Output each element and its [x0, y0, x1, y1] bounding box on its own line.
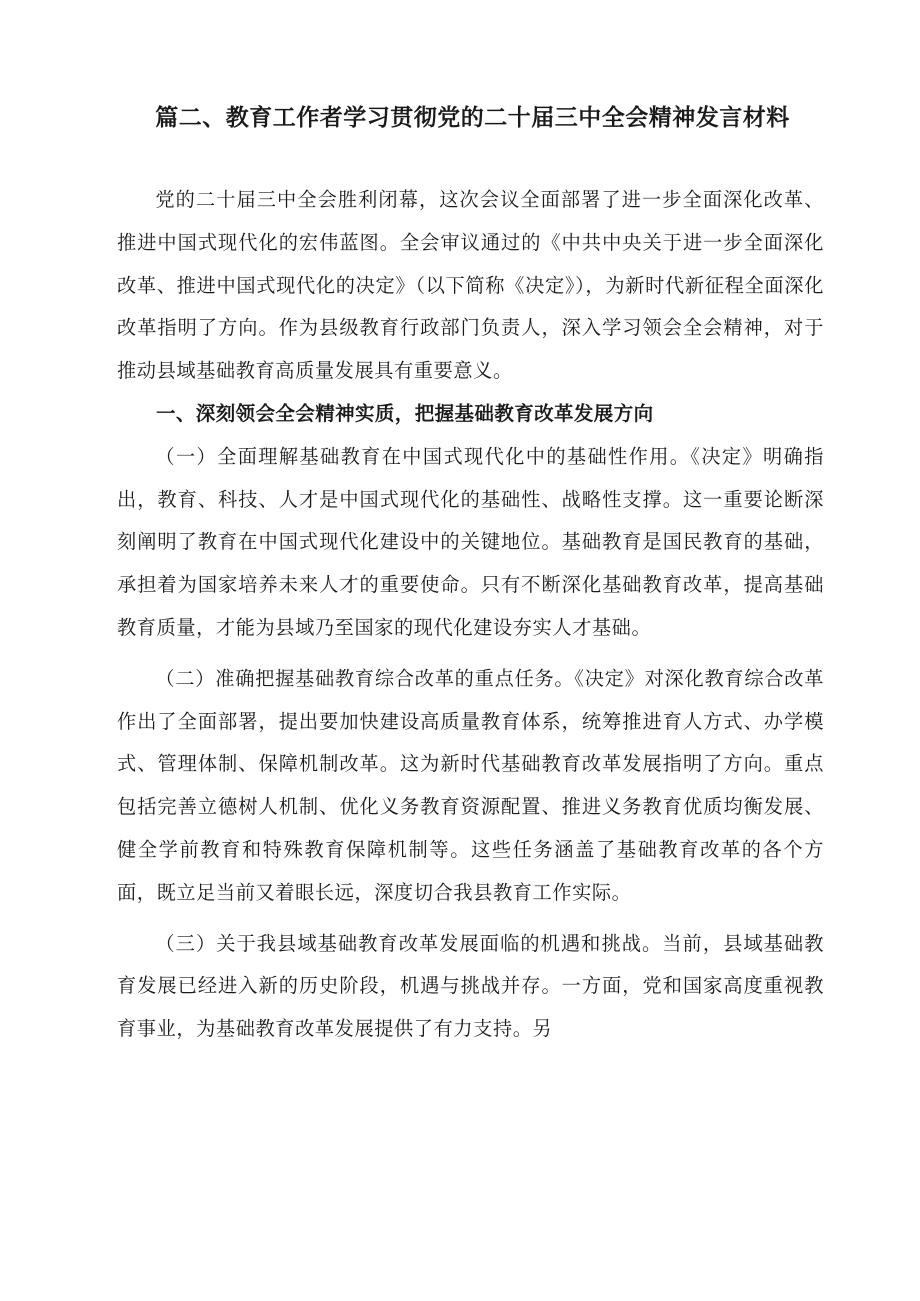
section-1-item-2: （二）准确把握基础教育综合改革的重点任务。《决定》对深化教育综合改革作出了全面部署，提出要加快建设高质量教育体系，统筹推进育人方式、办学模式、管理体制、保障机制改革。这为新时代基础教育改革发展指明了方向。重点包括完善立德树人机制、优化义务教育资源配置、推进义务教育优质均衡发展、健全学前教育和特殊教育保障机制等。这些任务涵盖了基础教育改革的各个方面，既立足当前又着眼长远，深度切合我县教育工作实际。 — [117, 666, 824, 904]
section-1-heading: 一、深刻领会全会精神实质，把握基础教育改革发展方向 — [156, 401, 654, 425]
section-1-item-3: （三）关于我县域基础教育改革发展面临的机遇和挑战。当前，县域基础教育发展已经进入新的历史阶段，机遇与挑战并存。一方面，党和国家高度重视教育事业，为基础教育改革发展提供了有力支持。另 — [117, 931, 824, 1041]
paragraph-spacer — [117, 915, 824, 923]
section-1-item-1: （一）全面理解基础教育在中国式现代化中的基础性作用。《决定》明确指出，教育、科技、人才是中国式现代化的基础性、战略性支撑。这一重要论断深刻阐明了教育在中国式现代化建设中的关键地位。基础教育是国民教育的基础，承担着为国家培养未来人才的重要使命。只有不断深化基础教育改革，提高基础教育质量，才能为县域乃至国家的现代化建设夯实人才基础。 — [117, 444, 824, 639]
document-title: 篇二、教育工作者学习贯彻党的二十届三中全会精神发言材料 — [155, 105, 790, 131]
paragraph-spacer — [117, 650, 824, 658]
intro-paragraph: 党的二十届三中全会胜利闭幕，这次会议全面部署了进一步全面深化改革、推进中国式现代化的宏伟蓝图。全会审议通过的《中共中央关于进一步全面深化改革、推进中国式现代化的决定》（以下简称《决定》），为新时代新征程全面深化改革指明了方向。作为县级教育行政部门负责人，深入学习领会全会精神，对于推动县域基础教育高质量发展具有重要意义。 — [117, 188, 824, 383]
